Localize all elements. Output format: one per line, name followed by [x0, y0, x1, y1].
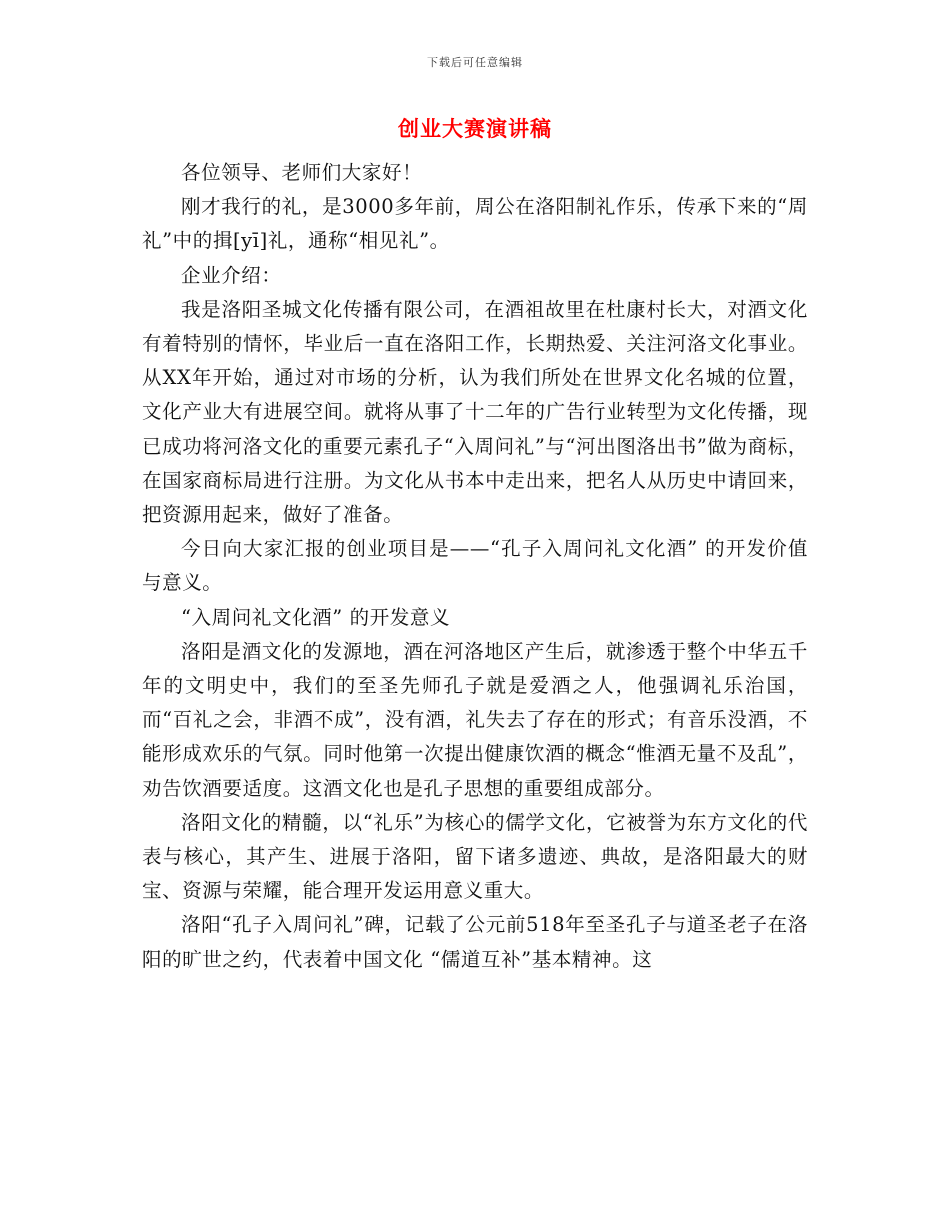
- paragraph-development-heading: “入周问礼文化酒” 的开发意义: [181, 605, 451, 629]
- paragraph-salute: 刚才我行的礼，是3000多年前，周公在洛阳制礼作乐，传承下来的“周礼”中的揖[yī]礼，通称“相见礼”。: [142, 195, 808, 253]
- paragraph-company-intro: 我是洛阳圣城文化传播有限公司，在酒祖故里在杜康村长大，对酒文化有着特别的情怀，毕业后一直在洛阳工作，长期热爱、关注河洛文化事业。从XX年开始，通过对市场的分析，认为我们所处在世界文化名城的位置，文化产业大有进展空间。就将从事了十二年的广告行业转型为文化传播，现已成功将河洛文化的重要元素孔子“入周问礼”与“河出图洛出书”做为商标，在国家商标局进行注册。为文化从书本中走出来，把名人从历史中请回来，把资源用起来，做好了准备。: [142, 297, 808, 527]
- paragraph-company-heading: 企业介绍：: [181, 263, 282, 287]
- paragraph-confucian-culture: 洛阳文化的精髓，以“礼乐”为核心的儒学文化，它被誉为东方文化的代表与核心，其产生、进展于洛阳，留下诸多遗迹、典故，是洛阳最大的财宝、资源与荣耀，能合理开发运用意义重大。: [142, 810, 808, 903]
- document-body: [142, 156, 808, 977]
- paragraph-wine-culture: 洛阳是酒文化的发源地，酒在河洛地区产生后，就渗透于整个中华五千年的文明史中，我们的至圣先师孔子就是爱酒之人，他强调礼乐治国，而“百礼之会，非酒不成”，没有酒，礼失去了存在的形式；有音乐没酒，不能形成欢乐的气氛。同时他第一次提出健康饮酒的概念“惟酒无量不及乱”，劝告饮酒要适度。这酒文化也是孔子思想的重要组成部分。: [142, 639, 808, 800]
- paragraph-stele: 洛阳“孔子入周问礼”碑，记载了公元前518年至圣孔子与道圣老子在洛阳的旷世之约，代表着中国文化 “儒道互补”基本精神。这: [142, 913, 808, 971]
- paragraph-project-report: 今日向大家汇报的创业项目是——“孔子入周问礼文化酒” 的开发价值与意义。: [142, 537, 808, 595]
- document-title: 创业大赛演讲稿: [398, 117, 552, 141]
- header-note: 下载后可任意编辑: [427, 56, 523, 69]
- paragraph-greeting: 各位领导、老师们大家好！: [181, 161, 423, 184]
